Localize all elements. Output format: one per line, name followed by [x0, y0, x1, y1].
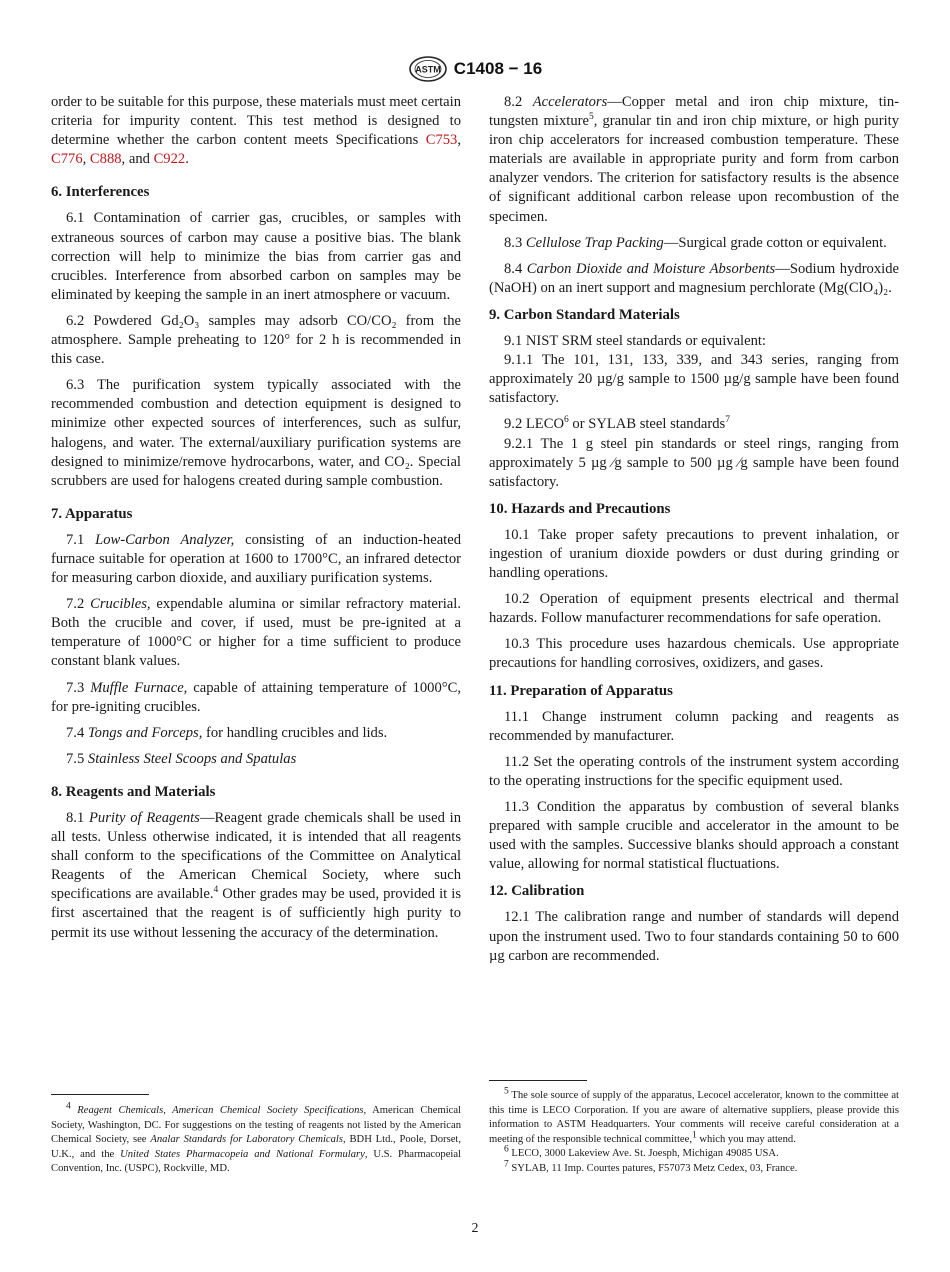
footnote-4: $^4$ Reagent Chemicals, American Chemical Society Specifications, American Chemical Society, Washington, DC. For suggestions on the testing of reagents not listed by the American Chemical Society, see Analar Standards for Laboratory Chemicals, BDH Ltd., Poole, Dorset, U.K., and the United States Pharmacopeia and National Formulary, U.S. Pharmacopeial Convention, Inc. (USPC), Rockville, MD. [51, 1101, 461, 1175]
paragraph-6-2: 6.2 Powdered Gd₂O₃ samples may adsorb CO/CO₂ from the atmosphere. Sample preheating to 120° for 2 h is recommended in this case. [51, 312, 461, 368]
footnotes-left [51, 1101, 461, 1177]
footnote-ref-7[interactable]: 7 [725, 415, 730, 426]
paragraph-7-4: 7.4 Tongs and Forceps, for handling crucibles and lids. [66, 724, 388, 741]
paragraph-7-1: 7.1 Low-Carbon Analyzer, consisting of an induction-heated furnace suitable for operation at 1600 to 1700°C, an infrared detector for measuring carbon dioxide, and auxiliary purification systems. [51, 531, 461, 587]
page-number: 2 [471, 1221, 479, 1236]
spec-link-c922[interactable]: C922 [153, 151, 186, 168]
page-header [0, 56, 950, 82]
logo-text: ASTM [415, 64, 441, 75]
footnote-6: $^6$ LECO, 3000 Lakeview Ave. St. Joesph, Michigan 49085 USA. [504, 1144, 779, 1160]
paragraph-7-5: 7.5 Stainless Steel Scoops and Spatulas [66, 750, 297, 767]
footnotes-right [489, 1086, 899, 1177]
paragraph-9-1-1: 9.1.1 The 101, 131, 133, 339, and 343 series, ranging from approximately 20 µg/g sample to 1500 µg/g sample have been found satisfactory. [489, 352, 899, 407]
spec-link-c776[interactable]: C776 [51, 151, 83, 168]
spec-link-c888[interactable]: C888 [89, 151, 122, 168]
spec-link-c753[interactable]: C753 [425, 132, 458, 149]
section-heading-6: 6. Interferences [51, 184, 150, 201]
paragraph-10-3: 10.3 This procedure uses hazardous chemicals. Use appropriate precautions for handling corrosives, oxidizers, and gases. [489, 636, 899, 672]
section-heading-9: 9. Carbon Standard Materials [489, 306, 680, 323]
paragraph-9-1: 9.1 NIST SRM steel standards or equivalent: [504, 333, 766, 350]
paragraph-11-2: 11.2 Set the operating controls of the instrument system according to the operating instructions for the specific equipment used. [489, 753, 899, 789]
paragraph-10-2: 10.2 Operation of equipment presents electrical and thermal hazards. Follow manufacturer recommendations for safe operation. [489, 591, 899, 627]
footnote-rule-left [51, 1094, 149, 1095]
paragraph-11-1: 11.1 Change instrument column packing and reagents as recommended by manufacturer. [489, 708, 899, 744]
astm-logo-icon [408, 56, 448, 82]
right-column [489, 93, 899, 973]
section-heading-8: 8. Reagents and Materials [51, 783, 216, 800]
paragraph-6-3: 6.3 The purification system typically associated with the recommended combustion and detection equipment is designed to minimize other expected sources of interferences, such as sulfur, halogens, and water. The external/auxiliary purification systems are designed to minimize/remove hydrocarbons, water, and CO₂. Special scrubbers are used for halogens created during sample combustion. [51, 377, 461, 489]
section-heading-11: 11. Preparation of Apparatus [489, 682, 673, 699]
section-heading-7: 7. Apparatus [51, 505, 133, 522]
left-column [51, 93, 461, 950]
footnote-7: $^7$ SYLAB, 11 Imp. Courtes patures, F57073 Metz Cedex, 03, France. [504, 1159, 798, 1174]
paragraph-8-2: 8.2 Accelerators—Copper metal and iron chip mixture, tin-tungsten mixture$^5$, granular tin and iron chip mixture, or high purity iron chip accelerators for increased combustion temperature. These materials are available in appropriate purity and form from carbon analyzer vendors. The criterion for satisfactory results is the absence of significant additional carbon release upon recombustion of the specimen. [489, 94, 900, 225]
paragraph-9-2: 9.2 LECO$^6$ or SYLAB steel standards$^7$ [504, 415, 730, 433]
footnote-ref-5[interactable]: 5 [588, 112, 594, 123]
paragraph-7-2: 7.2 Crucibles, expendable alumina or similar refractory material. Both the crucible and cover, if used, must be pre-ignited at a temperature of 1000°C or higher for a time sufficient to produce constant blank values. [51, 596, 461, 670]
paragraph-10-1: 10.1 Take proper safety precautions to prevent inhalation, or ingestion of uranium dioxide powders or dust during grinding or handling operations. [489, 526, 899, 582]
paragraph-7-3: 7.3 Muffle Furnace, capable of attaining temperature of 1000°C, for pre-igniting crucibles. [51, 679, 461, 715]
paragraph-11-3: 11.3 Condition the apparatus by combustion of several blanks prepared with sample crucible and accelerator in the amount to be used with the samples. Successive blanks should approach a constant value, allowing for normal statistical fluctuations. [489, 799, 899, 873]
footnote-rule-right [489, 1080, 587, 1081]
paragraph-8-1: 8.1 Purity of Reagents—Reagent grade chemicals shall be used in all tests. Unless otherwise indicated, it is intended that all reagents shall conform to the specifications of the Committee on Analytical Reagents of the American Chemical Society, where such specifications are available.$^4$ Other grades may be used, provided it is first ascertained that the reagent is of sufficiently high purity to permit its use without lessening the accuracy of the determination. [51, 810, 461, 941]
paragraph-12-1: 12.1 The calibration range and number of standards will depend upon the instrument used. Two to four standards containing 50 to 600 µg carbon are recommended. [489, 909, 899, 964]
paragraph-9-2-1: 9.2.1 The 1 g steel pin standards or steel rings, ranging from approximately 5 µg ⁄g sample to 500 µg ⁄g sample have been found satisfactory. [489, 435, 899, 490]
intro-paragraph: order to be suitable for this purpose, these materials must meet certain criteria for impurity content. This test method is designed to determine whether the carbon content meets Specifications C753, C776, C888, and C922. [51, 94, 461, 168]
footnote-ref-4[interactable]: 4 [213, 885, 219, 896]
footnote-ref-6[interactable]: 6 [564, 415, 569, 426]
paragraph-8-4: 8.4 Carbon Dioxide and Moisture Absorbents—Sodium hydroxide (NaOH) on an inert support and magnesium perchlorate (Mg(ClO₄)₂. [489, 260, 899, 296]
paragraph-6-1: 6.1 Contamination of carrier gas, crucibles, or samples with extraneous sources of carbon may cause a positive bias. The blank correction will help to minimize the bias from carrier gas and crucibles. Interference from absorbed carbon on samples may be eliminated by keeping the sample in an inert atmosphere or vacuum. [51, 210, 461, 303]
footnote-5: $^5$ The sole source of supply of the apparatus, Lecocel accelerator, known to the committee at this time is LECO Corporation. If you are aware of alternative suppliers, please provide this information to ASTM Headquarters. Your comments will receive careful consideration at a meeting of the responsible technical committee,$^1$ which you may attend. [489, 1086, 899, 1145]
section-heading-10: 10. Hazards and Precautions [489, 500, 671, 517]
document-id: C1408 − 16 [453, 59, 543, 78]
paragraph-8-3: 8.3 Cellulose Trap Packing—Surgical grade cotton or equivalent. [504, 234, 887, 251]
section-heading-12: 12. Calibration [489, 883, 585, 900]
